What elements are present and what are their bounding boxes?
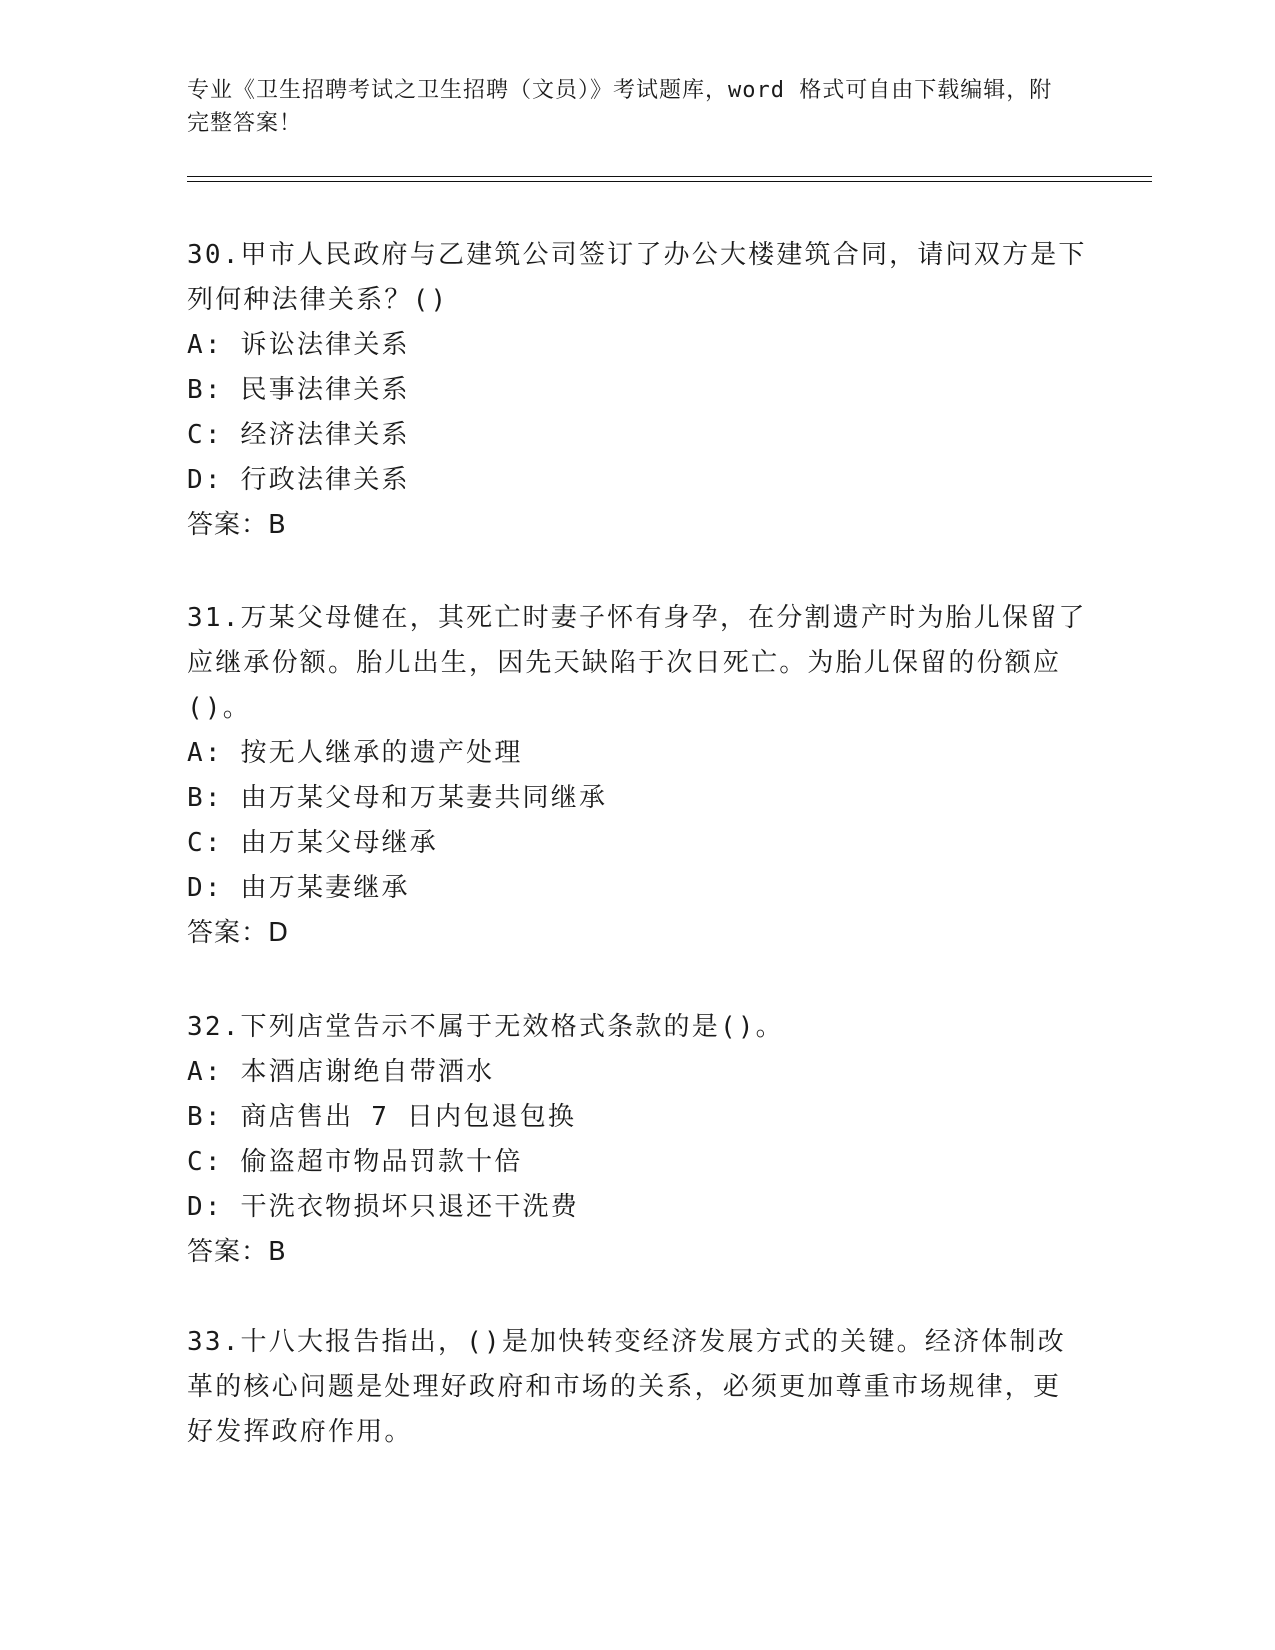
answer: 答案：B: [187, 1237, 287, 1267]
option-c: C: 由万某父母继承: [187, 828, 438, 858]
option-b: B: 民事法律关系: [187, 375, 410, 405]
question-31: [187, 596, 1087, 956]
option-b: B: 商店售出 7 日内包退包换: [187, 1102, 577, 1132]
document-header: 专业《卫生招聘考试之卫生招聘（文员）》考试题库，word 格式可自由下载编辑，附完整答案！: [187, 78, 1053, 136]
question-stem: 30.甲市人民政府与乙建筑公司签订了办公大楼建筑合同，请问双方是下列何种法律关系？(): [187, 240, 1087, 315]
question-stem: 33.十八大报告指出，()是加快转变经济发展方式的关键。经济体制改革的核心问题是处理好政府和市场的关系，必须更加尊重市场规律，更好发挥政府作用。: [187, 1327, 1066, 1447]
question-stem: 32.下列店堂告示不属于无效格式条款的是()。: [187, 1012, 784, 1042]
option-d: D: 干洗衣物损坏只退还干洗费: [187, 1192, 579, 1222]
answer: 答案：D: [187, 918, 290, 948]
header-divider-bottom: [187, 181, 1152, 182]
option-b: B: 由万某父母和万某妻共同继承: [187, 783, 608, 813]
option-a: A: 按无人继承的遗产处理: [187, 738, 523, 768]
header-divider-top: [187, 176, 1152, 177]
question-stem: 31.万某父母健在，其死亡时妻子怀有身孕，在分割遗产时为胎儿保留了应继承份额。胎儿出生，因先天缺陷于次日死亡。为胎儿保留的份额应()。: [187, 603, 1087, 723]
answer: 答案：B: [187, 510, 287, 540]
option-c: C: 经济法律关系: [187, 420, 410, 450]
question-33: [187, 1320, 1087, 1455]
option-d: D: 由万某妻继承: [187, 873, 410, 903]
option-a: A: 诉讼法律关系: [187, 330, 410, 360]
question-30: [187, 233, 1087, 548]
option-c: C: 偷盗超市物品罚款十倍: [187, 1147, 523, 1177]
question-32: [187, 1005, 1087, 1275]
option-d: D: 行政法律关系: [187, 465, 410, 495]
option-a: A: 本酒店谢绝自带酒水: [187, 1057, 495, 1087]
